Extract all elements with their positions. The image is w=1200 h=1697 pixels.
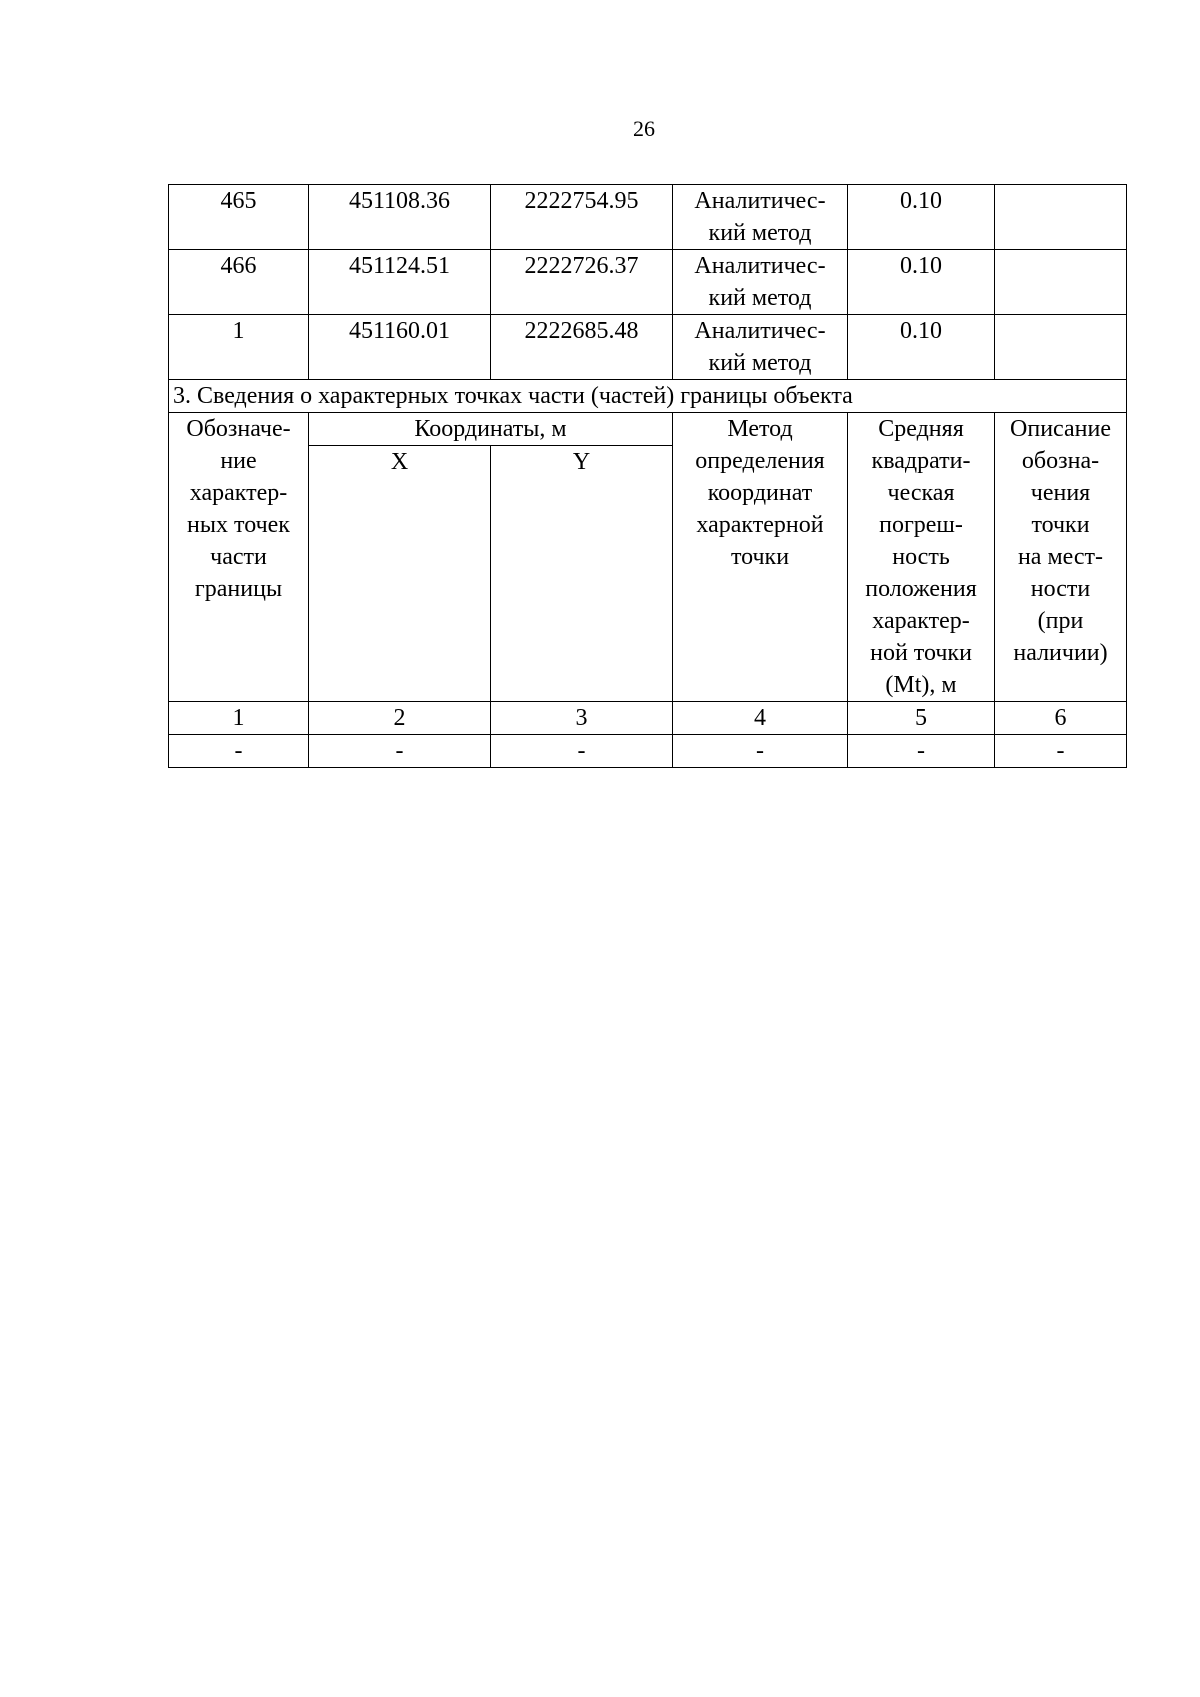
table-row: [169, 185, 1127, 250]
column-number: 6: [995, 702, 1127, 735]
empty-row: [169, 735, 1127, 768]
empty-cell: -: [848, 735, 995, 768]
column-numbers-row: [169, 702, 1127, 735]
description-cell: [995, 185, 1127, 250]
section-title-row: [169, 380, 1127, 413]
column-number: 2: [309, 702, 491, 735]
description-cell: [995, 250, 1127, 315]
header-y: Y: [491, 446, 673, 702]
empty-cell: -: [995, 735, 1127, 768]
header-mean-error: Средняя квадрати- ческая погреш- ность положения характер- ной точки (Mt), м: [848, 413, 995, 702]
column-number: 3: [491, 702, 673, 735]
y-coordinate-cell: 2222685.48: [491, 315, 673, 380]
point-cell: 465: [169, 185, 309, 250]
x-coordinate-cell: 451160.01: [309, 315, 491, 380]
table-row: [169, 250, 1127, 315]
error-cell: 0.10: [848, 315, 995, 380]
header-x: X: [309, 446, 491, 702]
point-cell: 1: [169, 315, 309, 380]
empty-cell: -: [169, 735, 309, 768]
empty-cell: -: [673, 735, 848, 768]
header-point-designation: Обозначе- ние характер- ных точек части границы: [169, 413, 309, 702]
method-cell: Аналитичес- кий метод: [673, 315, 848, 380]
empty-cell: -: [491, 735, 673, 768]
section-title: 3. Сведения о характерных точках части (частей) границы объекта: [169, 380, 1127, 413]
x-coordinate-cell: 451108.36: [309, 185, 491, 250]
header-row: [169, 413, 1127, 446]
description-cell: [995, 315, 1127, 380]
header-method: Метод определения координат характерной точки: [673, 413, 848, 702]
header-description: Описание обозна- чения точки на мест- ности (при наличии): [995, 413, 1127, 702]
method-cell: Аналитичес- кий метод: [673, 250, 848, 315]
error-cell: 0.10: [848, 185, 995, 250]
column-number: 4: [673, 702, 848, 735]
x-coordinate-cell: 451124.51: [309, 250, 491, 315]
point-cell: 466: [169, 250, 309, 315]
y-coordinate-cell: 2222726.37: [491, 250, 673, 315]
method-cell: Аналитичес- кий метод: [673, 185, 848, 250]
empty-cell: -: [309, 735, 491, 768]
y-coordinate-cell: 2222754.95: [491, 185, 673, 250]
table-row: [169, 315, 1127, 380]
page-number: 26: [633, 116, 655, 141]
coordinates-table: [168, 184, 1127, 768]
error-cell: 0.10: [848, 250, 995, 315]
header-coordinates: Координаты, м: [309, 413, 673, 446]
column-number: 1: [169, 702, 309, 735]
column-number: 5: [848, 702, 995, 735]
